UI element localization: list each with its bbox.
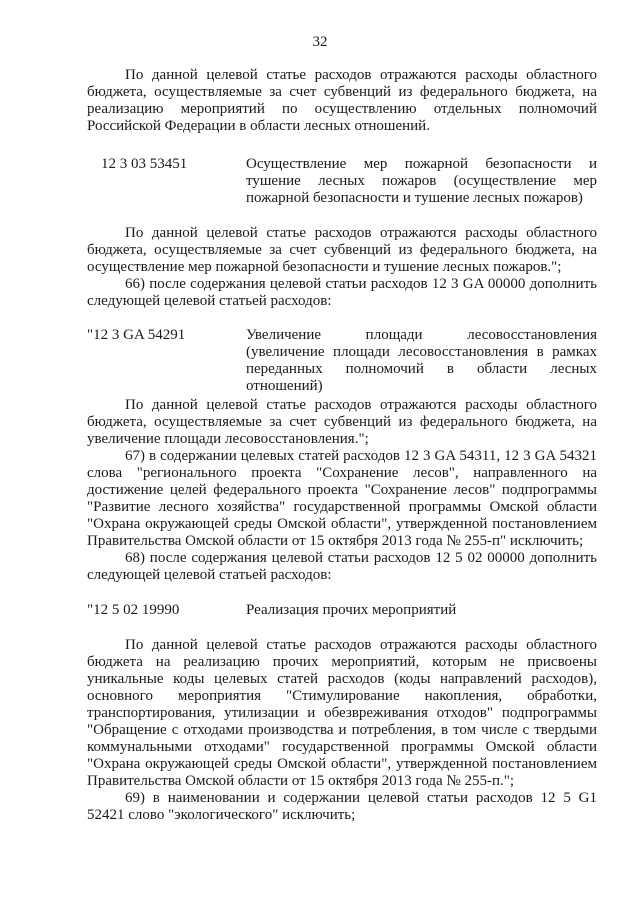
paragraph-4	[87, 397, 597, 584]
paragraph-7	[87, 637, 597, 824]
entry-3-code: "12 5 02 19990	[87, 602, 180, 618]
entry-1-line1: Осуществление мер пожарной безопасности и	[246, 156, 597, 172]
paragraph-4-text: По данной целевой статье расходов отражаются расходы областного бюджета, осуществляемые за счет субвенций из федерального бюджета, на увеличение площади лесовосстановления.";	[87, 397, 597, 447]
paragraph-8-text: 69) в наименовании и содержании целевой статьи расходов 12 5 G1 52421 слово "экологического" исключить;	[87, 790, 597, 823]
paragraph-2	[87, 225, 597, 310]
entry-2-rest: (увеличение площади лесовосстановления в рамках переданных полномочий в области лесных отношений)	[246, 344, 597, 394]
entry-3-line1: Реализация прочих мероприятий	[246, 602, 457, 618]
page-number: 32	[312, 34, 328, 50]
paragraph-5-text: 67) в содержании целевых статей расходов 12 3 GA 54311, 12 3 GA 54321 слова "регионального проекта "Сохранение лесов", направленного на достижение целей федерального проекта "Сохранение лесов" подпрограммы "Развитие лесного хозяйства" государственной программы Омской области "Охрана окружающей среды Омской области", утвержденной постановлением Правительства Омской области от 15 октября 2013 года № 255-п" исключить;	[87, 448, 597, 549]
entry-1-code: 12 3 03 53451	[101, 156, 188, 172]
paragraph-3-text: 66) после содержания целевой статьи расходов 12 3 GA 00000 дополнить следующей целевой статьей расходов:	[87, 276, 597, 309]
entry-1-rest: тушение лесных пожаров (осуществление мер пожарной безопасности и тушение лесных пожаров)	[246, 173, 597, 206]
entry-2-line1: Увеличение площади лесовосстановления	[246, 327, 597, 343]
entry-3-description	[246, 602, 597, 619]
paragraph-2-text: По данной целевой статье расходов отражаются расходы областного бюджета, осуществляемые за счет субвенций из федерального бюджета, на осуществление мер пожарной безопасности и тушение лесных пожаров.";	[87, 225, 597, 275]
paragraph-7-text: По данной целевой статье расходов отражаются расходы областного бюджета на реализацию прочих мероприятий, которым не присвоены уникальные коды целевых статей расходов (коды направлений расходов), основного мероприятия "Стимулирование накопления, обработки, транспортирования, утилизации и обезвреживания отходов" подпрограммы "Обращение с отходами производства и потребления, в том числе с твердыми коммунальными отходами" государственной программы Омской области "Охрана окружающей среды Омской области", утвержденной постановлением Правительства Омской области от 15 октября 2013 года № 255-п.";	[87, 637, 597, 789]
paragraph-1	[87, 67, 597, 135]
entry-1-description	[246, 156, 597, 207]
paragraph-1-text: По данной целевой статье расходов отражаются расходы областного бюджета, осуществляемые за счет субвенций из федерального бюджета, на реализацию мероприятий по осуществлению отдельных полномочий Российской Федерации в области лесных отношений.	[87, 67, 597, 134]
paragraph-6-text: 68) после содержания целевой статьи расходов 12 5 02 00000 дополнить следующей целевой статьей расходов:	[87, 550, 597, 583]
entry-2-description	[246, 327, 597, 395]
entry-2-code: "12 3 GA 54291	[87, 327, 186, 343]
